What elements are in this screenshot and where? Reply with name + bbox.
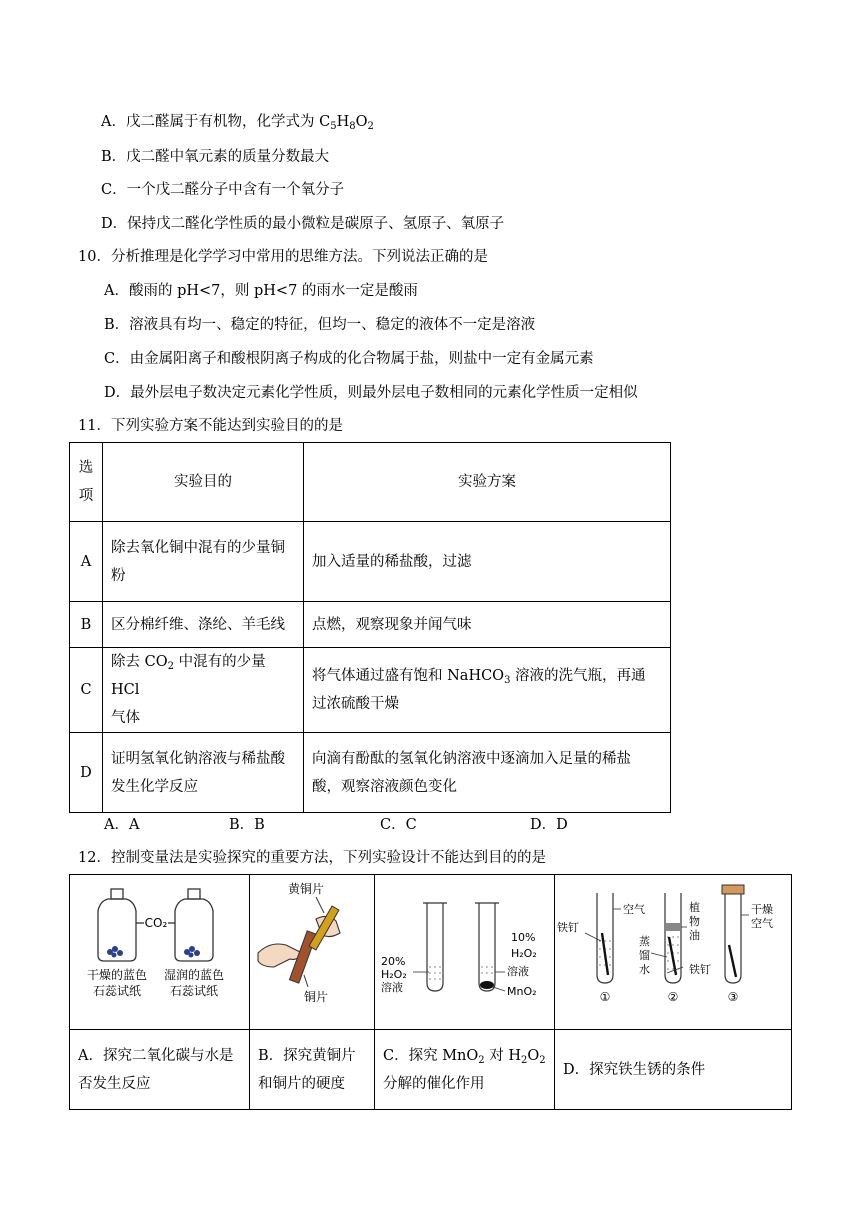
q9-option-c: C．一个戊二醛分子中含有一个氧分子 [101,182,345,198]
oil-label-3: 油 [689,929,700,942]
wet-paper-label-2: 石蕊试纸 [169,984,219,998]
q11-table [69,442,671,813]
figure-iron-rust-tubes [555,875,789,1019]
tube-2-label: ② [667,990,679,1004]
row-plan: 加入适量的稀盐酸，过滤 [304,522,671,602]
solution-left-label: 溶液 [381,981,403,994]
conc-right-label: 10% [511,931,536,944]
q11-answer-d: D．D [530,817,568,833]
table-row [70,733,671,813]
q11-answer-c: C．C [380,817,417,833]
figure-b-cell [250,875,375,1030]
q11-answer-a: A．A [104,817,140,833]
table-row [70,648,671,733]
table-row [70,522,671,602]
oil-label-2: 物 [689,915,700,928]
tube-3-label: ③ [727,990,739,1004]
air-label: 空气 [623,903,645,916]
tube-1-label: ① [599,990,611,1004]
table-row [70,602,671,648]
q12-stem: 12．控制变量法是实验探究的重要方法，下列实验设计不能达到目的的是 [78,850,546,866]
co2-label: CO₂ [144,916,168,930]
h2o2-left-label: H₂O₂ [381,968,407,981]
caption-b: B．探究黄铜片 和铜片的硬度 [250,1030,375,1110]
row-plan: 点燃，观察现象并闻气味 [304,602,671,648]
q10-option-b: B．溶液具有均一、稳定的特征，但均一、稳定的液体不一定是溶液 [104,317,536,333]
q10-option-c: C．由金属阳离子和酸根阴离子构成的化合物属于盐，则盐中一定有金属元素 [104,351,594,367]
table-header-row [70,443,671,522]
water-label-3: 水 [639,963,650,976]
row-plan: 向滴有酚酞的氢氧化钠溶液中逐滴加入足量的稀盐 酸，观察溶液颜色变化 [304,733,671,813]
figure-a-cell [70,875,250,1030]
q11-stem: 11．下列实验方案不能达到实验目的的是 [78,418,343,434]
caption-d: D．探究铁生锈的条件 [555,1030,792,1110]
nail2-label: 铁钉 [689,963,711,976]
caption-c: C．探究 MnO$_2$ 对 $H_2O_2$ 分解的催化作用 [375,1030,555,1110]
figure-d-cell [555,875,792,1030]
water-label-1: 蒸 [639,935,650,948]
water-label-2: 馏 [639,949,650,962]
q9-option-d: D．保持戊二醛化学性质的最小微粒是碳原子、氢原子、氧原子 [101,216,505,232]
q10-stem: 10．分析推理是化学学习中常用的思维方法。下列说法正确的是 [78,249,488,265]
figure-row [70,875,792,1030]
caption-a: A．探究二氧化碳与水是 否发生反应 [70,1030,250,1110]
row-option: B [70,602,103,648]
row-purpose: 区分棉纤维、涤纶、羊毛线 [103,602,304,648]
mno2-label: MnO₂ [507,985,537,998]
header-plan: 实验方案 [304,443,671,522]
q9-option-b: B．戊二醛中氧元素的质量分数最大 [101,149,330,165]
row-option: D [70,733,103,813]
figure-co2-bottles [70,875,249,1019]
q9-option-a: A．戊二醛属于有机物，化学式为 $C_5H_8O_2$ [101,114,374,132]
q11-answer-b: B．B [229,817,265,833]
caption-row [70,1030,792,1110]
dry-paper-label: 干燥的蓝色 [86,968,148,982]
row-purpose: 除去氧化铜中混有的少量铜 粉 [103,522,304,602]
q10-option-a: A．酸雨的 pH<7，则 pH<7 的雨水一定是酸雨 [104,283,418,299]
brass-label: 黄铜片 [287,882,325,896]
wet-paper-label: 湿润的蓝色 [163,968,225,982]
figure-scratch-test [250,875,374,1019]
q12-table [69,874,792,1110]
header-purpose: 实验目的 [103,443,304,522]
h2o2-right-label: H₂O₂ [511,947,537,960]
oil-label-1: 植 [689,901,700,914]
row-purpose: 证明氢氧化钠溶液与稀盐酸 发生化学反应 [103,733,304,813]
header-option: 选 项 [70,443,103,522]
dry-paper-label-2: 石蕊试纸 [92,984,142,998]
conc-left-label: 20% [381,955,406,968]
dry-air-label-1: 干燥 [751,903,773,916]
solution-right-label: 溶液 [507,965,529,978]
q10-option-d: D．最外层电子数决定元素化学性质，则最外层电子数相同的元素化学性质一定相似 [104,385,638,401]
row-plan: 将气体通过盛有饱和 NaHCO$_3$ 溶液的洗气瓶，再通 过浓硫酸干燥 [304,648,671,733]
dry-air-label-2: 空气 [751,917,773,930]
row-option: A [70,522,103,602]
figure-h2o2-tubes [375,875,554,1019]
nail-label: 铁钉 [557,921,579,934]
row-option: C [70,648,103,733]
copper-label: 铜片 [303,990,329,1004]
figure-c-cell [375,875,555,1030]
row-purpose: 除去 $CO_2$ 中混有的少量 HCl 气体 [103,648,304,733]
